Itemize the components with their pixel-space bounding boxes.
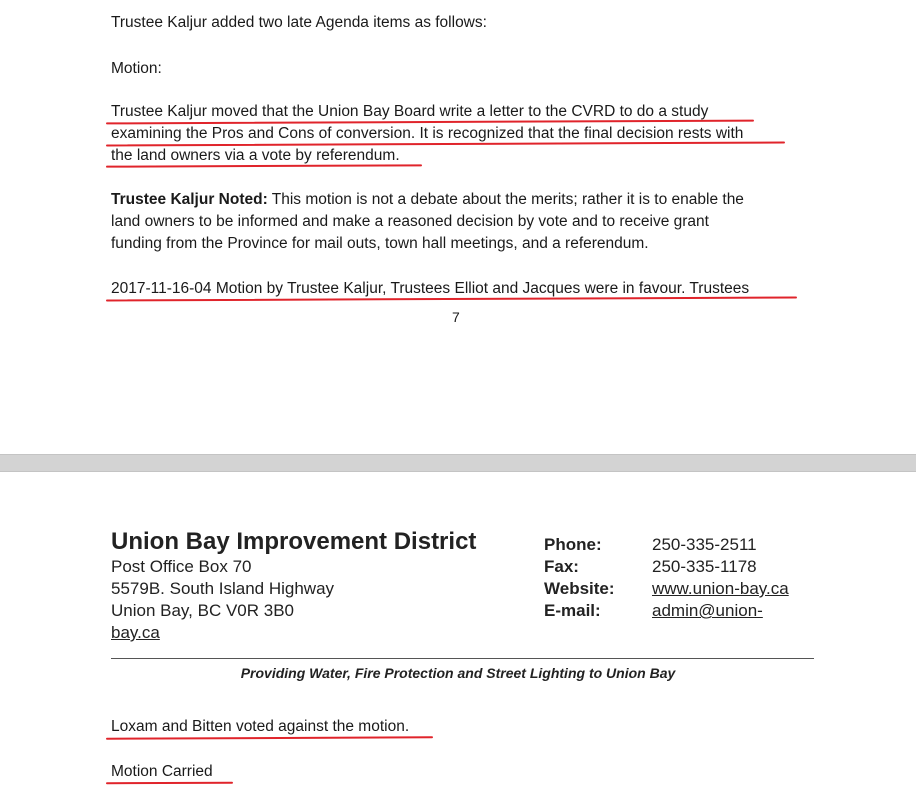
- motion-result: Motion Carried: [111, 763, 213, 780]
- motion-heading: Motion:: [111, 60, 162, 77]
- noted-label: Trustee Kaljur Noted:: [111, 191, 268, 208]
- website-link[interactable]: www.union-bay.ca: [652, 579, 789, 598]
- website-label: Website:: [544, 579, 615, 598]
- intro-text: Trustee Kaljur added two late Agenda items as follows:: [111, 14, 487, 31]
- motion-line-1: Trustee Kaljur moved that the Union Bay Board write a letter to the CVRD to do a study: [111, 103, 709, 120]
- page-number: 7: [452, 309, 460, 325]
- phone-value: 250-335-2511: [652, 535, 757, 554]
- noted-line-3: funding from the Province for mail outs, town hall meetings, and a referendum.: [111, 235, 649, 252]
- address-line-1: Post Office Box 70: [111, 557, 252, 576]
- fax-label: Fax:: [544, 557, 579, 576]
- red-underline-annotation: [106, 164, 422, 167]
- letterhead-divider: [111, 658, 814, 659]
- vote-continued: Loxam and Bitten voted against the motion.: [111, 718, 410, 735]
- email-domain-overflow[interactable]: bay.ca: [111, 623, 160, 642]
- email-label: E-mail:: [544, 601, 601, 620]
- noted-line-1: [111, 189, 744, 211]
- address-line-2: 5579B. South Island Highway: [111, 579, 335, 598]
- org-name: Union Bay Improvement District: [111, 528, 477, 555]
- red-underline-annotation: [106, 782, 233, 785]
- email-link[interactable]: admin@union-: [652, 601, 763, 620]
- tagline: Providing Water, Fire Protection and Street Lighting to Union Bay: [240, 665, 676, 681]
- fax-value: 250-335-1178: [652, 557, 757, 576]
- vote-line: 2017-11-16-04 Motion by Trustee Kaljur, Trustees Elliot and Jacques were in favour. Trustees: [111, 280, 750, 297]
- page-separator: [0, 454, 916, 472]
- red-underline-annotation: [106, 736, 433, 739]
- phone-label: Phone:: [544, 535, 602, 554]
- address-line-3: Union Bay, BC V0R 3B0: [111, 601, 294, 620]
- motion-line-2: examining the Pros and Cons of conversion. It is recognized that the final decision rests with: [111, 125, 744, 142]
- noted-text: This motion is not a debate about the merits; rather it is to enable the: [267, 191, 744, 208]
- noted-line-2: land owners to be informed and make a reasoned decision by vote and to receive grant: [111, 213, 709, 230]
- motion-line-3: the land owners via a vote by referendum.: [111, 147, 400, 164]
